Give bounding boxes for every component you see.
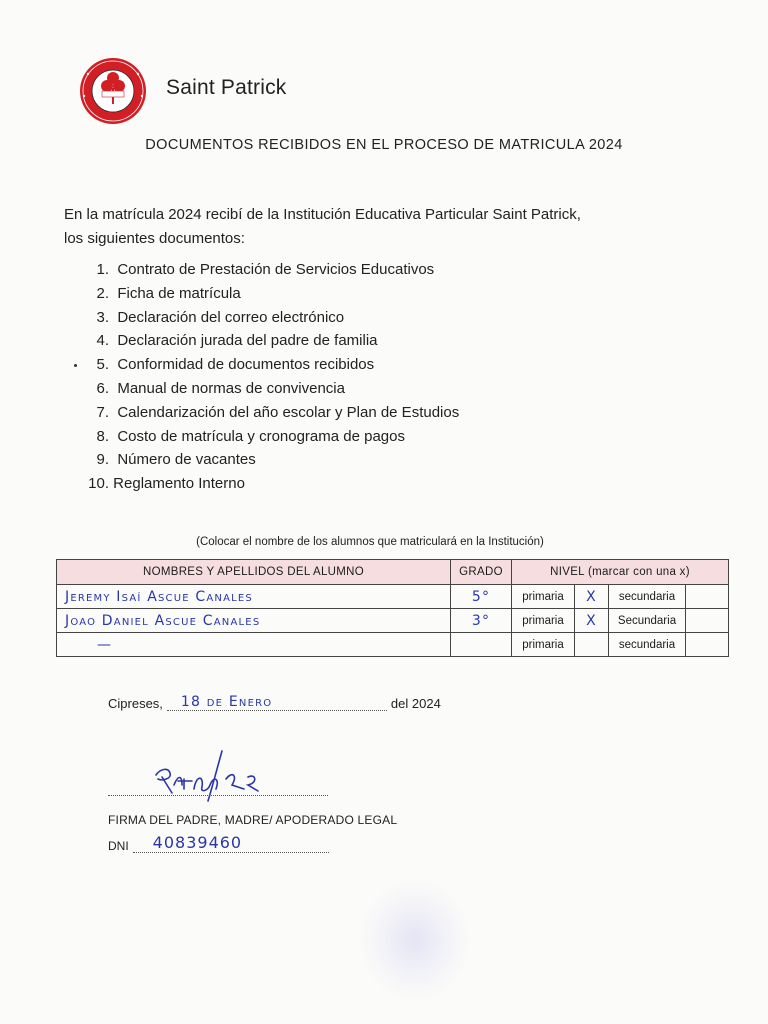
date-field [167,696,387,711]
item-text: Costo de matrícula y cronograma de pagos [117,427,405,445]
secondary-mark [686,609,729,633]
item-text: Declaración del correo electrónico [117,308,345,326]
dni-label: DNI [108,839,129,853]
item-number: 6. [96,379,109,397]
dni-field [133,833,329,853]
table-row [57,633,729,657]
list-item [80,282,459,306]
signature-icon [148,745,268,805]
table-header-row [57,560,729,585]
item-number: 4. [96,332,109,350]
primary-label: primaria [512,609,575,633]
list-item [80,448,459,472]
student-name: — [57,633,451,657]
dni-line [108,833,329,853]
signature-line [108,795,328,796]
date-line [108,696,441,711]
document-title: DOCUMENTOS RECIBIDOS EN EL PROCESO DE MATRICULA 2024 [145,137,623,153]
primary-label: primaria [512,633,575,657]
student-grade: 3° [451,609,512,633]
item-text: Calendarización del año escolar y Plan de Estudios [117,403,460,421]
item-text: Contrato de Prestación de Servicios Educativos [117,261,435,278]
primary-mark [575,633,609,657]
student-grade [451,633,512,657]
item-number: 1. [96,261,109,278]
item-text: Número de vacantes [117,451,256,469]
date-year: del 2024 [390,696,441,711]
intro-line-2: los siguientes documentos: [64,230,245,247]
intro-paragraph [64,203,704,251]
item-number: 7. [96,403,109,421]
signature-label: FIRMA DEL PADRE, MADRE/ APODERADO LEGAL [108,813,398,827]
item-number: 9. [96,451,109,469]
secondary-mark [686,633,729,657]
list-item [80,329,459,353]
scan-smudge [360,880,470,1000]
table-row [57,585,729,609]
date-place: Cipreses, [108,696,163,711]
item-number: 3. [96,308,109,326]
header-grade: GRADO [451,560,512,585]
student-name: Jeremy Isaí Ascue Canales [57,585,451,609]
school-name: Saint Patrick [166,76,287,99]
item-text: Declaración jurada del padre de familia [117,332,378,350]
secondary-mark [686,585,729,609]
secondary-label: Secundaria [609,609,686,633]
item-text: Reglamento Interno [113,475,245,493]
intro-line-1: En la matrícula 2024 recibí de la Institución Educativa Particular Saint Patrick, [64,206,581,223]
students-table [56,559,729,657]
primary-mark: X [575,585,609,609]
primary-label: primaria [512,585,575,609]
documents-list [80,258,459,496]
header-name: NOMBRES Y APELLIDOS DEL ALUMNO [57,560,451,585]
table-row [57,609,729,633]
stray-mark [74,364,77,367]
student-grade: 5° [451,585,512,609]
student-name: Joao Daniel Ascue Canales [57,609,451,633]
school-logo-icon [74,56,152,126]
item-number: 10. [88,475,109,493]
item-number: 5. [96,356,109,374]
header-level: NIVEL (marcar con una x) [512,560,729,585]
list-item [80,353,459,377]
item-text: Ficha de matrícula [117,284,241,302]
item-text: Manual de normas de convivencia [117,379,345,397]
item-text: Conformidad de documentos recibidos [117,356,375,374]
list-item [80,306,459,330]
item-number: 2. [96,284,109,302]
list-item [80,377,459,401]
list-item [80,258,459,282]
primary-mark: X [575,609,609,633]
list-item [80,425,459,449]
list-item [80,401,459,425]
item-number: 8. [96,427,109,445]
table-caption: (Colocar el nombre de los alumnos que matriculará en la Institución) [196,536,544,548]
secondary-label: secundaria [609,585,686,609]
date-handwritten: 18 de Enero [180,694,273,710]
list-item [80,472,459,496]
secondary-label: secundaria [609,633,686,657]
dni-value: 40839460 [152,833,243,852]
